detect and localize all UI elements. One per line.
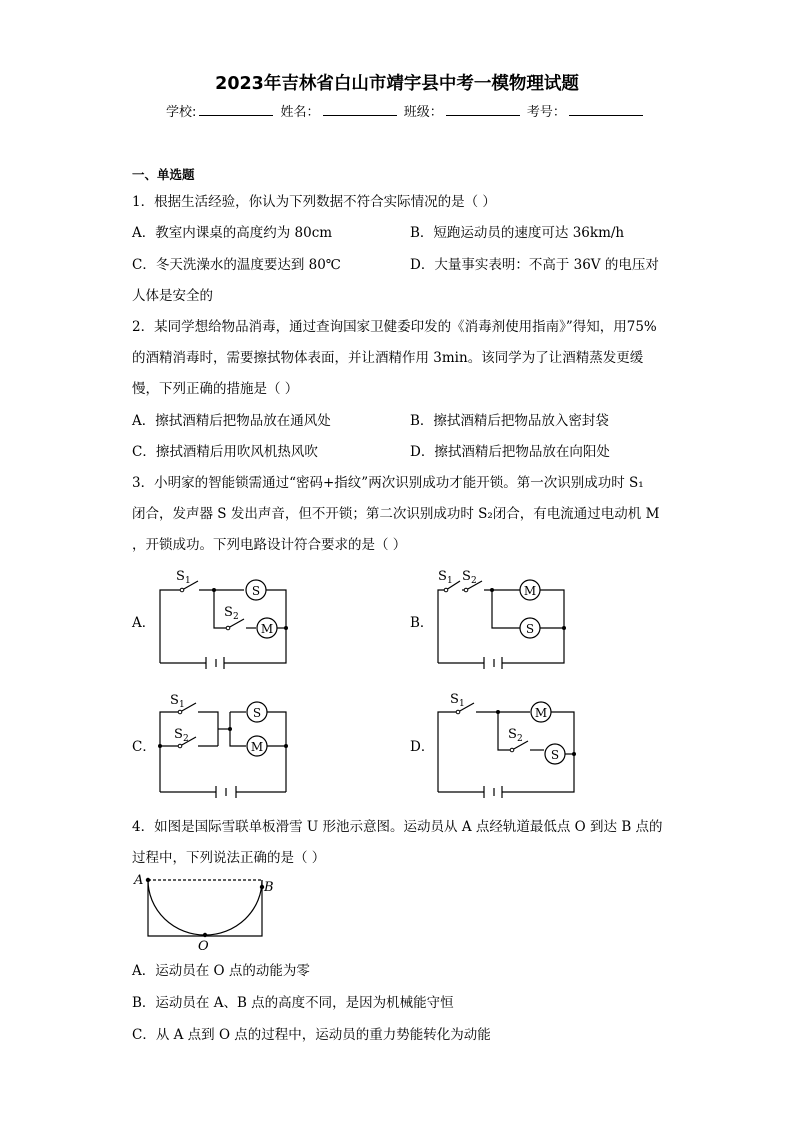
q2-stem-line2: 的酒精消毒时，需要擦拭物体表面，并让酒精作用 3min。该同学为了让酒精蒸发更缓 xyxy=(132,350,644,366)
q3-option-d-label[interactable]: D． xyxy=(410,739,435,755)
buzzer-s-label: S xyxy=(251,584,261,598)
page-title: 2023年吉林省白山市靖宇县中考一模物理试题 xyxy=(215,74,579,94)
exam-no-label: 考号： xyxy=(526,105,566,120)
q1-option-d[interactable]: D．大量事实表明：不高于 36V 的电压对 xyxy=(410,257,659,273)
motor-m-label: M xyxy=(250,740,264,754)
q2-stem-line3: 慢，下列正确的措施是（ ） xyxy=(132,381,299,397)
q3-option-a-label[interactable]: A． xyxy=(132,615,156,631)
switch-s1-subscript: 1 xyxy=(179,700,185,710)
student-info-line xyxy=(166,103,646,122)
circuit-diagram-d xyxy=(428,690,578,802)
q1-stem: 1．根据生活经验，你认为下列数据不符合实际情况的是（ ） xyxy=(132,194,496,210)
circuit-diagram-b xyxy=(428,566,578,672)
circuit-diagram-c xyxy=(150,690,300,802)
u-shaped-pool-diagram xyxy=(128,870,278,952)
buzzer-s-label: S xyxy=(252,706,262,720)
q1-option-c[interactable]: C．冬天洗澡水的温度要达到 80℃ xyxy=(132,257,341,273)
q4-option-b[interactable]: B．运动员在 A、B 点的高度不同，是因为机械能守恒 xyxy=(132,995,454,1011)
name-label: 姓名： xyxy=(280,105,320,120)
q3-stem-line1: 3．小明家的智能锁需通过“密码+指纹”两次识别成功才能开锁。第一次识别成功时 S₁ xyxy=(132,475,644,491)
switch-s2-label: S xyxy=(462,569,471,584)
section-heading: 一、单选题 xyxy=(132,167,195,182)
q3-stem-line3: ，开锁成功。下列电路设计符合要求的是（ ） xyxy=(132,537,407,553)
motor-m-label: M xyxy=(260,622,274,636)
school-field[interactable] xyxy=(199,103,273,116)
q3-stem-line2: 闭合，发声器 S 发出声音，但不开锁；第二次识别成功时 S₂闭合，有电流通过电动机 M xyxy=(132,506,660,522)
switch-s1-label: S xyxy=(438,569,447,584)
q3-option-b-label[interactable]: B． xyxy=(410,615,434,631)
motor-m-label: M xyxy=(523,584,537,598)
exam-no-field[interactable] xyxy=(569,103,643,116)
switch-s2-subscript: 2 xyxy=(517,734,523,744)
switch-s2-subscript: 2 xyxy=(183,734,189,744)
q2-option-d[interactable]: D．擦拭酒精后把物品放在向阳处 xyxy=(410,444,610,460)
switch-s2-subscript: 2 xyxy=(233,612,239,622)
point-b-label: B xyxy=(264,880,274,895)
q3-option-c-label[interactable]: C． xyxy=(132,739,156,755)
q4-stem-line2: 过程中，下列说法正确的是（ ） xyxy=(132,850,326,866)
buzzer-s-label: S xyxy=(525,622,535,636)
q4-option-a[interactable]: A．运动员在 O 点的动能为零 xyxy=(132,963,310,979)
q2-option-b[interactable]: B．擦拭酒精后把物品放入密封袋 xyxy=(410,413,609,429)
q2-option-a[interactable]: A．擦拭酒精后把物品放在通风处 xyxy=(132,413,331,429)
switch-s2-label: S xyxy=(508,727,517,742)
q1-option-b[interactable]: B．短跑运动员的速度可达 36km/h xyxy=(410,225,625,241)
class-label: 班级： xyxy=(403,105,443,120)
switch-s1-subscript: 1 xyxy=(185,576,191,586)
q4-stem-line1: 4．如图是国际雪联单板滑雪 U 形池示意图。运动员从 A 点经轨道最低点 O 到达 B 点的 xyxy=(132,819,663,835)
switch-s1-label: S xyxy=(176,569,185,584)
switch-s1-subscript: 1 xyxy=(459,699,465,709)
switch-s1-label: S xyxy=(170,693,179,708)
buzzer-s-label: S xyxy=(550,748,560,762)
name-field[interactable] xyxy=(323,103,397,116)
circuit-diagram-a xyxy=(150,566,300,672)
q4-option-c[interactable]: C．从 A 点到 O 点的过程中，运动员的重力势能转化为动能 xyxy=(132,1027,491,1043)
q1-option-d-continued: 人体是安全的 xyxy=(132,288,213,304)
switch-s2-label: S xyxy=(174,727,183,742)
switch-s2-label: S xyxy=(224,605,233,620)
switch-s2-subscript: 2 xyxy=(471,576,477,586)
school-label: 学校: xyxy=(166,105,197,120)
q1-option-a[interactable]: A．教室内课桌的高度约为 80cm xyxy=(132,225,333,241)
q2-option-c[interactable]: C．擦拭酒精后用吹风机热风吹 xyxy=(132,444,318,460)
q2-stem-line1: 2．某同学想给物品消毒，通过查询国家卫健委印发的《消毒剂使用指南》”得知，用75% xyxy=(132,319,657,335)
class-field[interactable] xyxy=(446,103,520,116)
switch-s1-label: S xyxy=(450,692,459,707)
motor-m-label: M xyxy=(534,706,548,720)
point-a-label: A xyxy=(134,873,144,888)
switch-s1-subscript: 1 xyxy=(447,576,453,586)
point-o-label: O xyxy=(198,939,209,954)
